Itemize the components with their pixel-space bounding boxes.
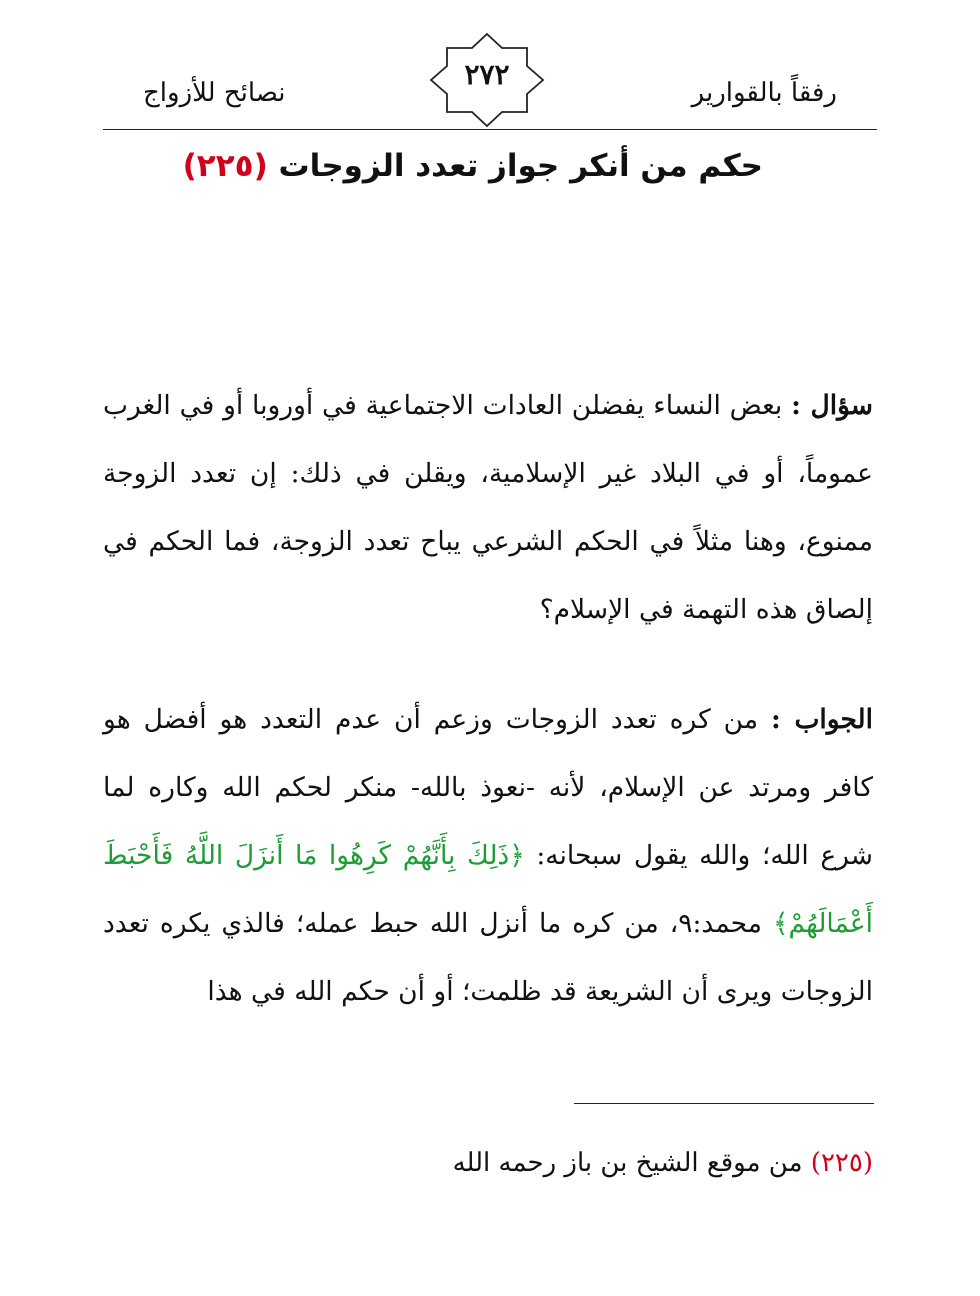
section-title [103, 148, 763, 184]
section-title-text: حكم من أنكر جواز تعدد الزوجات [278, 148, 763, 184]
footnote-divider [574, 1103, 874, 1104]
page-number: ٢٧٢ [464, 58, 510, 91]
header-divider [103, 129, 877, 130]
answer-text-before: من كره تعدد الزوجات وزعم أن عدم التعدد هو أفضل هو كافر ومرتد عن الإسلام، لأنه -نعوذ بالله- منكر لحكم الله وكاره لما شرع الله؛ والله يقول سبحانه: [103, 704, 873, 871]
footnote [103, 1148, 873, 1178]
page-number-badge [427, 30, 547, 130]
answer-text-after: محمد:٩، من كره ما أنزل الله حبط عمله؛ فالذي يكره تعدد الزوجات ويرى أن الشريعة قد ظلمت؛ أو أن حكم الله في هذا [103, 908, 873, 1007]
answer-label: الجواب : [770, 704, 873, 735]
book-title: رفقاً بالقوارير [691, 78, 837, 108]
quran-close-bracket: ﴾ [772, 908, 789, 939]
footnote-number: (٢٢٥) [810, 1148, 873, 1178]
question-text: بعض النساء يفضلن العادات الاجتماعية في أوروبا أو في الغرب عموماً، أو في البلاد غير الإسلامية، ويقلن في ذلك: إن تعدد الزوجة ممنوع، وهنا مثلاً في الحكم الشرعي يباح تعدد الزوجة، فما الحكم في إلصاق هذه التهمة في الإسلام؟ [103, 390, 873, 625]
quran-verse: ذَلِكَ بِأَنَّهُمْ كَرِهُوا مَا أَنزَلَ اللَّهُ فَأَحْبَطَ أَعْمَالَهُمْ [103, 840, 873, 939]
quran-open-bracket: ﴿ [509, 840, 525, 871]
footnote-text: من موقع الشيخ بن باز رحمه الله [452, 1148, 803, 1178]
question-paragraph [103, 372, 873, 644]
answer-paragraph [103, 686, 873, 1026]
footnote-reference[interactable]: (٢٢٥) [182, 148, 268, 184]
page-header [103, 30, 877, 132]
chapter-title: نصائح للأزواج [143, 78, 286, 108]
question-label: سؤال : [791, 390, 873, 421]
